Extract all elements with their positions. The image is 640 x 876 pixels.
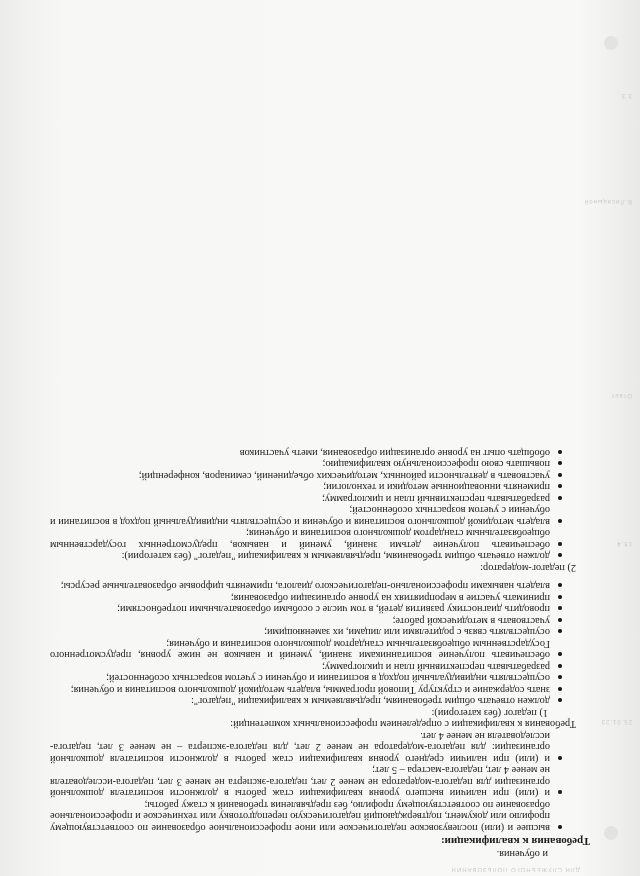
list-item: должен отвечать общим требованиям, предъявляемым к квалификации "педагог" (без категории): [50, 550, 562, 562]
category-1-list [50, 580, 590, 707]
list-item: обеспечивать получение детьми знаний, умений и навыков, предусмотренных государственным общеобязательным стандартом дошкольного воспитания и обучения; [50, 527, 562, 550]
list-item: повышать свою профессиональную квалификацию; [50, 458, 562, 470]
list-item: разрабатывать перспективный план и циклограмму; [50, 661, 562, 673]
category-2-list [50, 447, 590, 562]
list-item: осуществлять индивидуальный подход в воспитании и обучении с учетом возрастных особенностей; [50, 672, 562, 684]
intro-end-text: и обучения. [496, 848, 548, 859]
list-item: принимать участие в мероприятиях на уровне организации образования; [50, 592, 562, 604]
faint-stamp: 25.01.23 [600, 718, 632, 724]
list-item: и (или) при наличии среднего уровня квалификации стаж работы в должности воспитателя дошкольной организации: для педагога-модератора не менее 2 лет, для педагога-эксперта – не менее 3 лет, педагога-исследователя не менее 4 лет. [50, 730, 562, 765]
category-2-heading: 2) педагог-модератор: [480, 562, 576, 573]
list-item: применять инновационные методики и технологии; [50, 481, 562, 493]
list-item: осуществлять связь с родителями или лицами, их заменяющими; [50, 626, 562, 638]
list-item: высшее и (или) послевузовское педагогическое или иное профессиональное образование по соответствующему профилю или документ, подтверждающий педагогическую переподготовку или техническое и профессиональное образование по соответствующему профилю, без предъявления требований к стажу работы; [50, 799, 562, 834]
list-item: владеть навыками профессионально-педагогического диалога, применять цифровые образовательные ресурсы; [50, 580, 562, 592]
qualification-list [50, 730, 590, 834]
list-item: обобщать опыт на уровне организации образования, иметь участников [50, 447, 562, 459]
list-item: и (или) при наличии высшего уровня квалификации стаж работы в должности воспитателя дошкольной организации для педагога-модератора не менее 2 лет, педагога-эксперта не менее 3 лет, педагога-исследователя не менее 4 лет, педагога-мастера – 5 лет; [50, 764, 562, 799]
document-body [50, 447, 590, 860]
faint-stamp: 18.4 [616, 540, 632, 546]
faint-stamp: Ответ [610, 392, 632, 398]
faint-stamp: ДЛЯ СЛУЖЕБНОГО ПОЛЬЗОВАНИЯ [450, 866, 580, 872]
list-item: проводить диагностику развития детей, в том числе с особыми образовательными потребностями; [50, 603, 562, 615]
list-item: должен отвечать общим требованиям, предъявляемым к квалификации "педагог": [50, 695, 562, 707]
list-item: участвовать в методической работе; [50, 615, 562, 627]
faint-stamp: 3.3 [620, 92, 632, 98]
list-item: знать содержание и структуру Типовой программы, владеть методикой дошкольного воспитания и обучения; [50, 684, 562, 696]
list-item: обеспечивать получение воспитанниками знаний, умений и навыков не ниже уровня, предусмотренного Государственным общеобязательным стандартом дошкольного воспитания и обучения; [50, 638, 562, 661]
list-item: владеть методикой дошкольного воспитания и обучения и осуществлять индивидуальный подход в воспитании и обучении с учетом возрастных особенностей; [50, 504, 562, 527]
list-item: участвовать в деятельности районных, методических объединений, семинаров, конференций; [50, 470, 562, 482]
qualification-title: Требования к квалификации: [440, 835, 590, 848]
category-1-heading: 1) педагог (без категории): [431, 707, 548, 718]
list-item: разрабатывать перспективный план и циклограмму; [50, 493, 562, 505]
faint-stamp: В.Лисицыной [583, 198, 632, 204]
competencies-intro: Требования к квалификации с определением профессиональных компетенций: [230, 718, 576, 730]
